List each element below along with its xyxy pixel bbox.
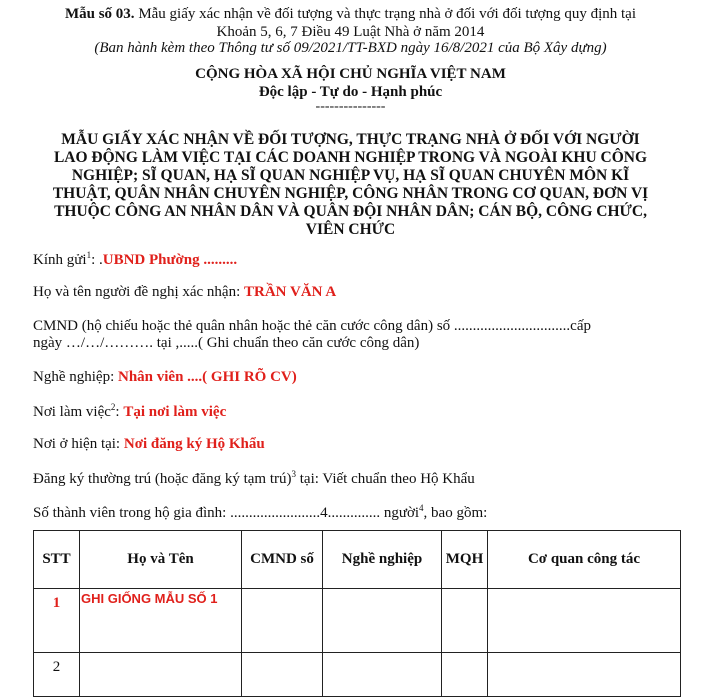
recipient-separator: : . bbox=[91, 252, 103, 268]
title-line: MẪU GIẤY XÁC NHẬN VỀ ĐỐI TƯỢNG, THỰC TRẠNG NHÀ Ở ĐỐI VỚI NGƯỜI bbox=[61, 131, 640, 148]
title-line: VIÊN CHỨC bbox=[305, 221, 396, 238]
row-workplace bbox=[488, 589, 681, 653]
row-name: GHI GIỐNG MẪU SỐ 1 bbox=[80, 589, 242, 653]
col-header-occupation: Nghề nghiệp bbox=[323, 531, 442, 589]
applicant-name-line bbox=[33, 284, 336, 301]
form-description: Mẫu giấy xác nhận về đối tượng và thực trạng nhà ở đối với đối tượng quy định tại bbox=[134, 6, 637, 22]
household-members-rest: , bao gồm: bbox=[423, 505, 488, 521]
title-line: NGHIỆP; SĨ QUAN, HẠ SĨ QUAN NGHIỆP VỤ, HẠ SĨ QUAN CHUYÊN MÔN KĨ bbox=[71, 167, 630, 184]
document-title bbox=[0, 131, 701, 239]
household-members-line bbox=[33, 503, 487, 522]
applicant-name-label: Họ và tên người đề nghị xác nhận: bbox=[33, 284, 245, 300]
id-line-1: CMND (hộ chiếu hoặc thẻ quân nhân hoặc thẻ căn cước công dân) số ...............................cấp bbox=[33, 318, 591, 334]
footnote-2: 2 bbox=[110, 402, 116, 412]
country-name: CỘNG HÒA XÃ HỘI CHỦ NGHĨA VIỆT NAM bbox=[195, 66, 506, 82]
motto-divider: --------------- bbox=[315, 99, 386, 114]
row-stt: 2 bbox=[34, 653, 80, 697]
title-line: THUỘC CÔNG AN NHÂN DÂN VÀ QUÂN ĐỘI NHÂN DÂN; CÁN BỘ, CÔNG CHỨC, bbox=[54, 203, 647, 220]
workplace-separator: : bbox=[115, 404, 124, 420]
registration-label: Đăng ký thường trú (hoặc đăng ký tạm trú) bbox=[33, 471, 292, 487]
table-row bbox=[34, 589, 681, 653]
form-number: Mẫu số 03. bbox=[64, 6, 135, 22]
workplace-label: Nơi làm việc bbox=[33, 404, 111, 420]
registration-value: tại: Viết chuẩn theo Hộ Khẩu bbox=[296, 471, 475, 487]
row-occupation bbox=[323, 589, 442, 653]
recipient-value: UBND Phường ......... bbox=[102, 252, 238, 268]
title-line: THUẬT, QUÂN NHÂN CHUYÊN NGHIỆP, CÔNG NHÂN TRONG CƠ QUAN, ĐƠN VỊ bbox=[52, 185, 649, 202]
col-header-stt: STT bbox=[34, 531, 80, 589]
row-relationship bbox=[442, 589, 488, 653]
current-address-line bbox=[33, 436, 265, 453]
household-members-table bbox=[33, 530, 681, 697]
col-header-id: CMND số bbox=[242, 531, 323, 589]
col-header-workplace: Cơ quan công tác bbox=[488, 531, 681, 589]
id-line-2: ngày …/…/………. tại ,.....( Ghi chuẩn theo căn cước công dân) bbox=[33, 335, 420, 351]
recipient-line bbox=[33, 250, 237, 269]
workplace-value: Tại nơi làm việc bbox=[123, 404, 227, 420]
table-header-row bbox=[34, 531, 681, 589]
col-header-relationship: MQH bbox=[442, 531, 488, 589]
current-address-label: Nơi ở hiện tại: bbox=[33, 436, 124, 452]
recipient-label: Kính gửi bbox=[33, 252, 87, 268]
footnote-1: 1 bbox=[86, 250, 92, 260]
row-id bbox=[242, 589, 323, 653]
occupation-line bbox=[33, 369, 297, 386]
footnote-3: 3 bbox=[291, 469, 297, 479]
registration-line bbox=[33, 469, 475, 488]
issuance-note: (Ban hành kèm theo Thông tư số 09/2021/TT-BXD ngày 16/8/2021 của Bộ Xây dựng) bbox=[94, 40, 607, 56]
occupation-value: Nhân viên ....( GHI RÕ CV) bbox=[117, 369, 297, 385]
applicant-name-value: TRẦN VĂN A bbox=[244, 284, 337, 300]
form-number-line bbox=[0, 6, 701, 23]
legal-clause: Khoản 5, 6, 7 Điều 49 Luật Nhà ở năm 2014 bbox=[216, 24, 485, 40]
workplace-line bbox=[33, 402, 226, 421]
col-header-name: Họ và Tên bbox=[80, 531, 242, 589]
household-members-text: Số thành viên trong hộ gia đình: ........................4.............. người bbox=[33, 505, 420, 521]
national-motto: Độc lập - Tự do - Hạnh phúc bbox=[258, 84, 443, 100]
title-line: LAO ĐỘNG LÀM VIỆC TẠI CÁC DOANH NGHIỆP TRONG VÀ NGOÀI KHU CÔNG bbox=[53, 149, 648, 166]
row-stt: 1 bbox=[34, 589, 80, 653]
occupation-label: Nghề nghiệp: bbox=[33, 369, 118, 385]
current-address-value: Nơi đăng ký Hộ Khẩu bbox=[123, 436, 265, 452]
footnote-4: 4 bbox=[419, 503, 424, 513]
